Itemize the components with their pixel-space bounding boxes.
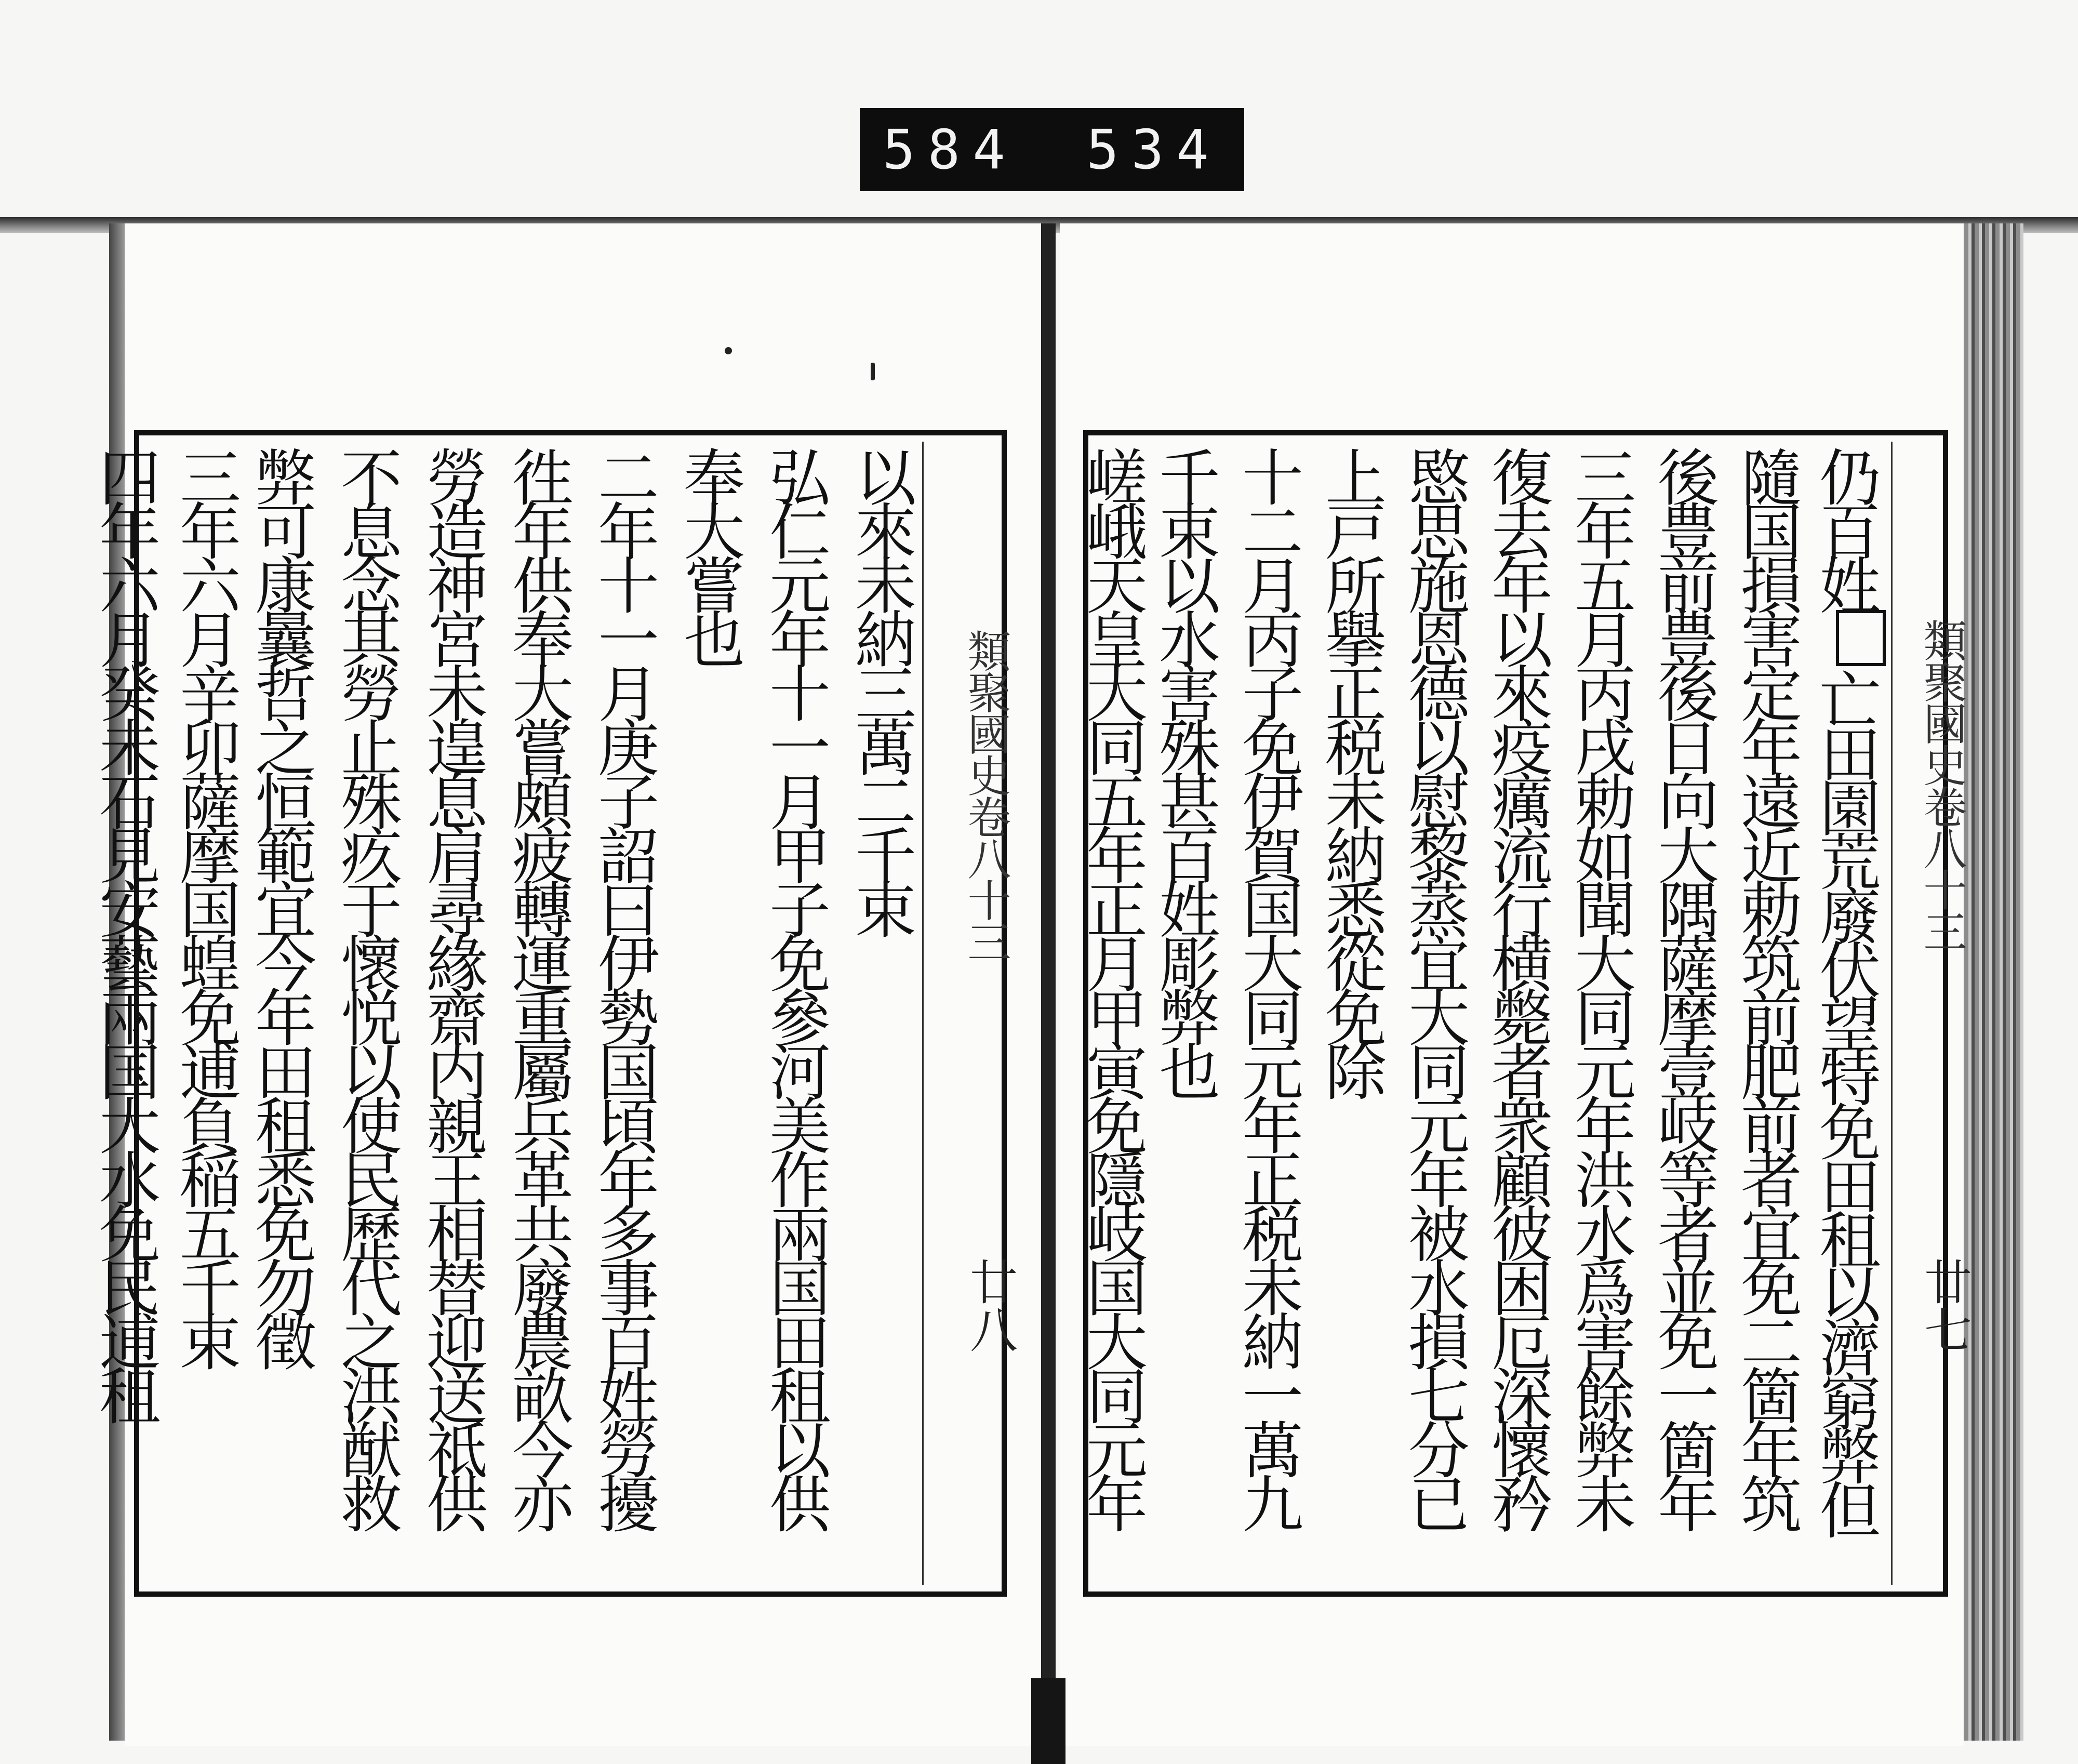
left-inner-rule — [922, 442, 924, 1585]
paper-speck — [725, 347, 732, 354]
tag-number-left: 584 — [883, 118, 1018, 181]
right-column-2: 隨国損害定年遠近勅筑前肥前者宜免二箇年筑 — [1730, 446, 1802, 1527]
right-column-5: 復去年以來疫癘流行横斃者衆顧彼困厄深懷矜 — [1481, 446, 1553, 1527]
left-column-3: 奉大嘗也 — [673, 446, 745, 662]
left-column-4: 二年十一月庚子詔曰伊勢国頃年多事百姓勞擾 — [588, 446, 659, 1527]
left-column-5: 徃年供奉大嘗頗疲轉運重屬兵革共廢農畝今亦 — [502, 446, 574, 1527]
left-column-2: 弘仁元年十一月甲子免參河美作兩国田租以供 — [759, 446, 831, 1527]
left-column-6: 勞造神宮未遑息肩尋緣齋内親王相替迎送祗供 — [416, 446, 488, 1527]
right-margin-title: 類聚國史卷八十三 — [1916, 618, 1967, 951]
left-column-1: 以來未納三萬二千束 — [845, 446, 916, 932]
paper-speck — [871, 363, 875, 380]
right-column-3: 後豊前豊後日向大隅薩摩壹岐等者並免一箇年 — [1647, 446, 1719, 1527]
right-column-1-rest: 亡田園荒廢伏望特免田租以濟窮弊但 — [1809, 668, 1881, 1533]
left-folio: 廿八 — [962, 1257, 1018, 1353]
left-column-10: 四年六月癸未石見安藝兩国大水免民逋租 — [89, 446, 161, 1418]
lacuna-box — [1836, 610, 1886, 666]
right-column-8: 十二月丙子免伊賀国大同元年正税未納一萬九 — [1232, 446, 1303, 1527]
right-page-edges — [1961, 223, 2023, 1741]
right-column-7: 上戸所擧正税未納悉從免除 — [1315, 446, 1387, 1094]
book-spine — [1041, 223, 1056, 1748]
right-column-10: 嵯峨天皇大同五年正月甲寅免隱岐国大同元年 — [1076, 446, 1148, 1527]
tag-number-right: 534 — [1086, 118, 1221, 181]
right-column-1-start: 仍百姓 — [1809, 446, 1881, 608]
left-margin-title: 類聚國史卷八十三 — [961, 629, 1011, 961]
right-column-9: 千束以水害殊甚百姓彫弊也 — [1149, 446, 1220, 1094]
spine-binding-foot — [1031, 1678, 1065, 1764]
right-column-1 — [1809, 446, 1886, 1586]
right-inner-rule — [1891, 442, 1893, 1585]
right-column-4: 三年五月丙戌勅如聞大同元年洪水爲害餘弊未 — [1564, 446, 1636, 1527]
right-column-6: 愍思施恩德以慰黎蒸宜大同元年被水損七分已 — [1398, 446, 1470, 1527]
left-column-9: 三年六月辛卯薩摩国蝗免逋負稲五千束 — [169, 446, 241, 1364]
call-number-tag — [860, 108, 1244, 191]
left-column-7: 不息念其勞止殊疚于懷悦以使民歷代之洪猷救 — [330, 446, 402, 1527]
right-folio: 廿七 — [1916, 1257, 1972, 1353]
left-column-8: 弊可康曩哲之恒範宜今年田租悉免勿徵 — [245, 446, 316, 1364]
